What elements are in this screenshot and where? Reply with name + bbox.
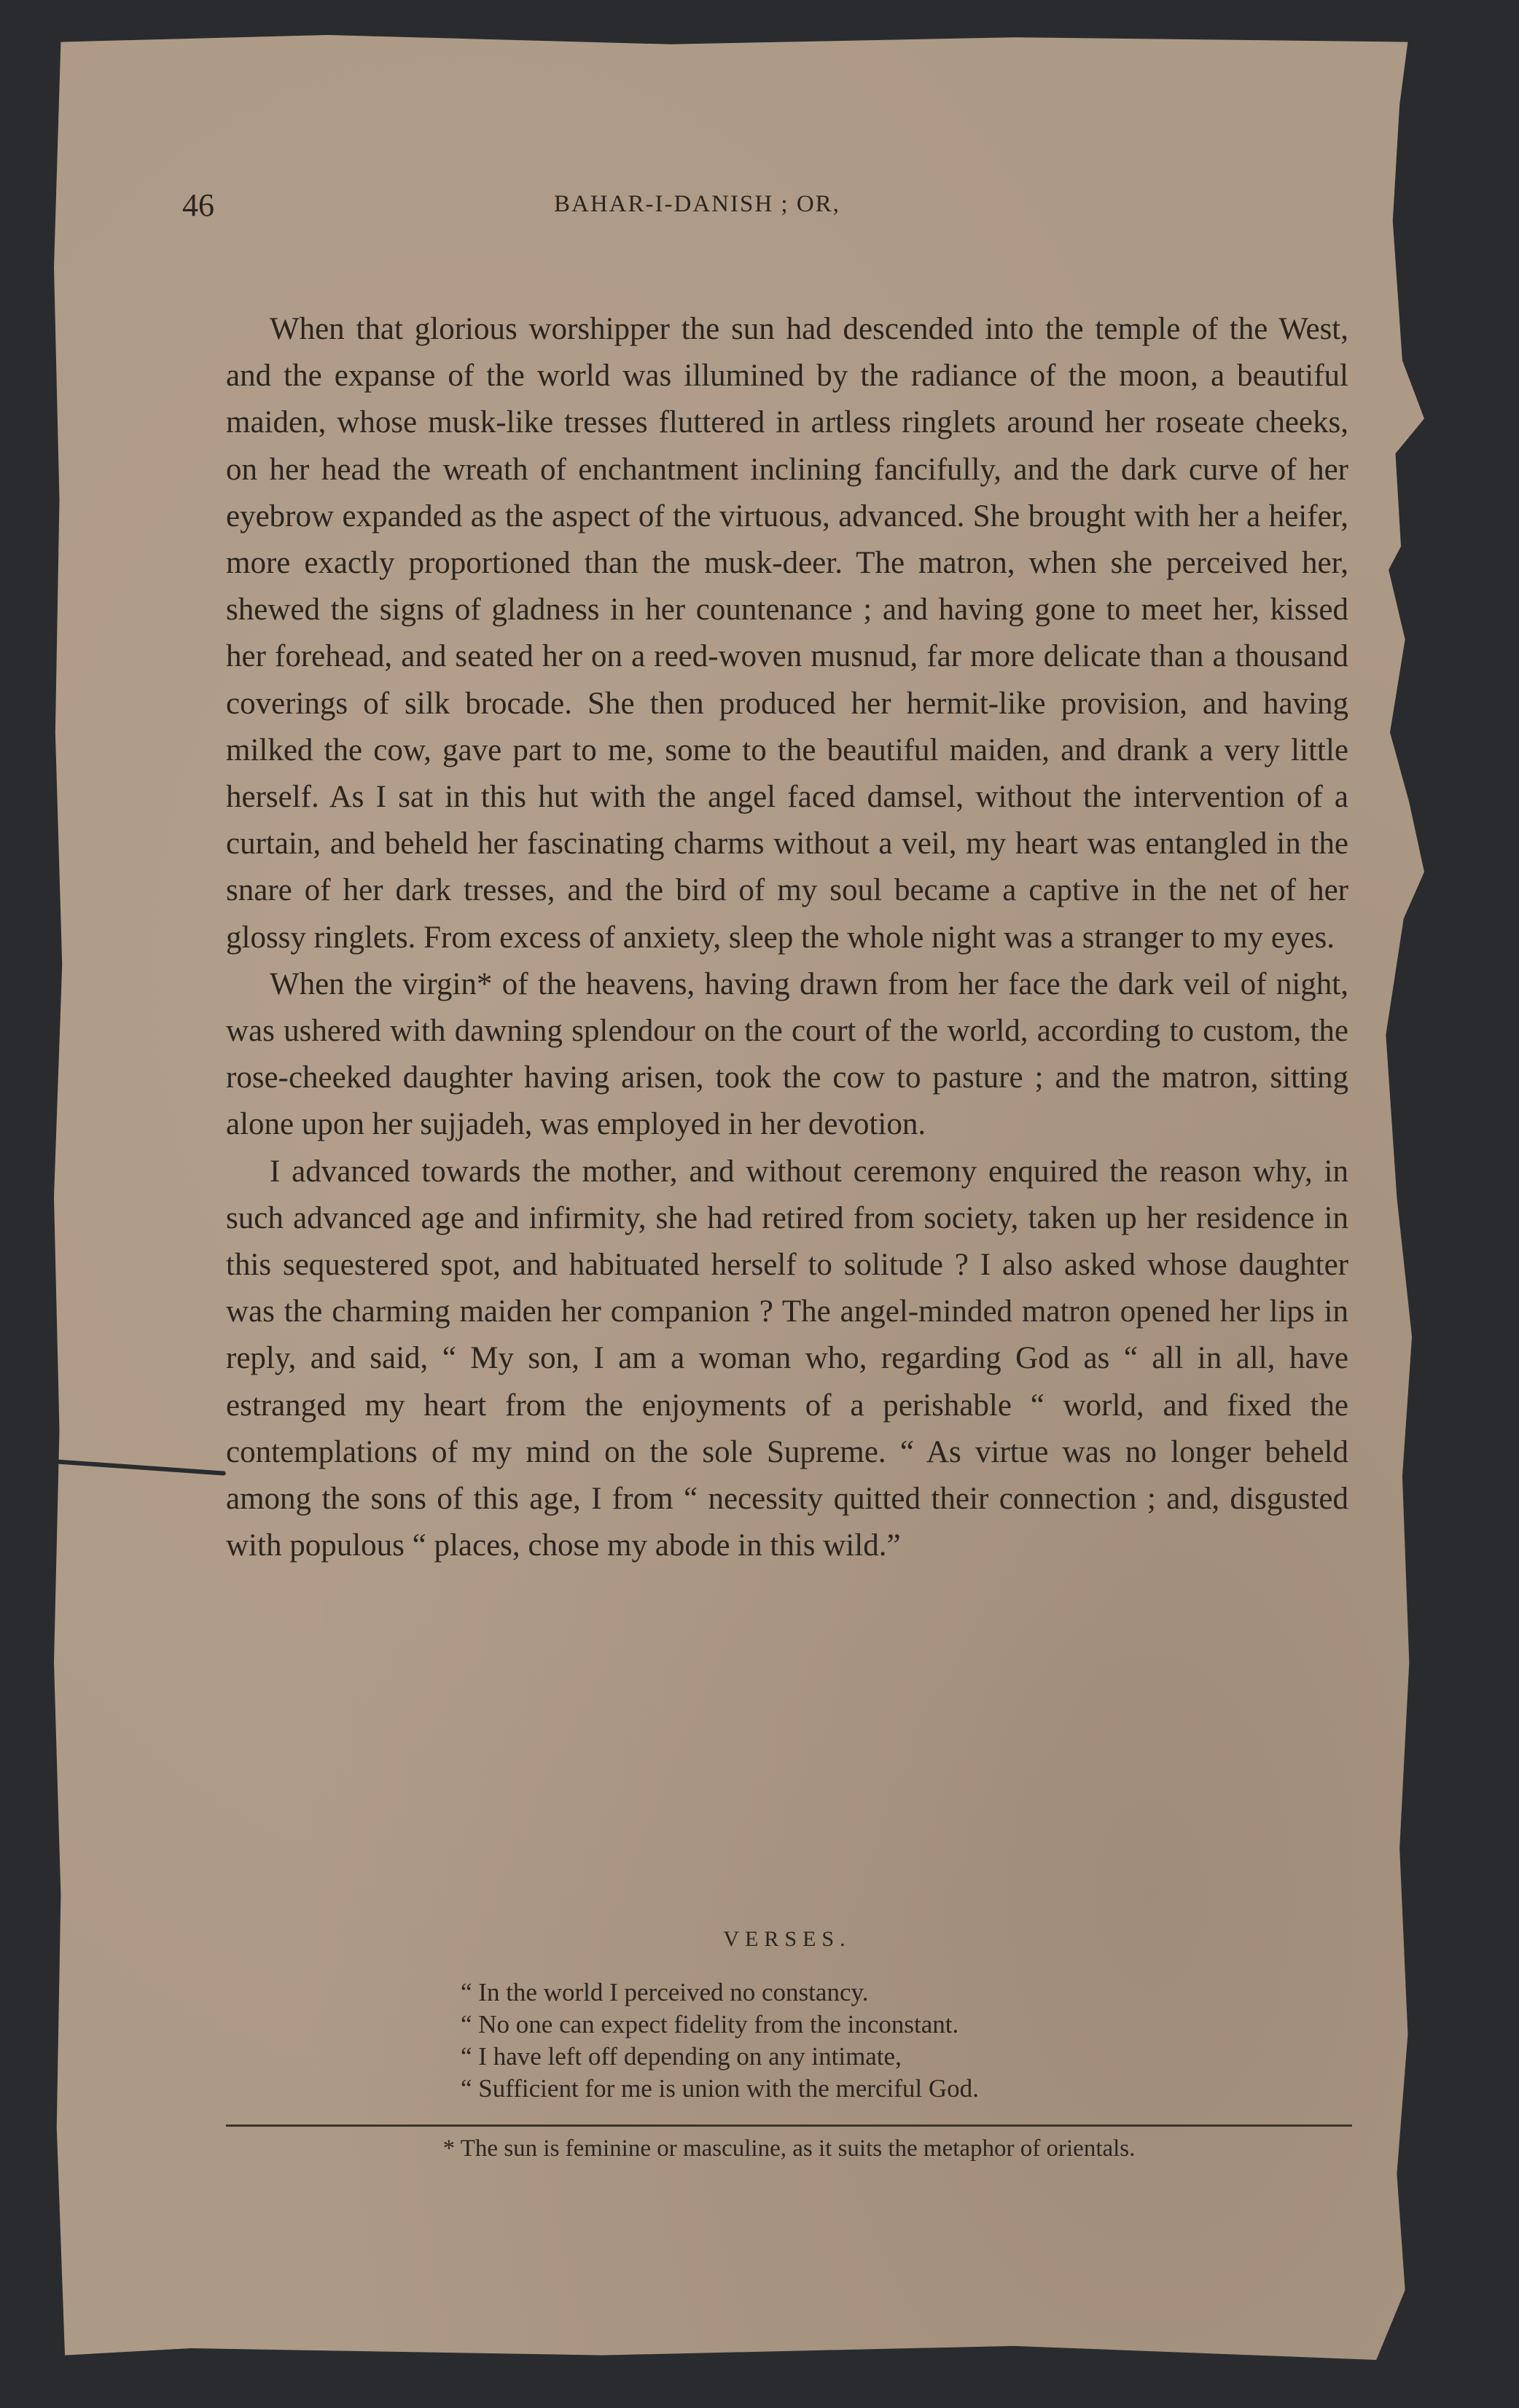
- verses-heading: VERSES.: [723, 1927, 851, 1951]
- paragraph: When that glorious worshipper the sun had descended into the temple of the West, and the expanse of the world was illumined by the radiance of the moon, a beautiful maiden, whose musk-like tresses fluttered in artless ringlets around her roseate cheeks, on her head the wreath of enchantment inclining fancifully, and the dark curve of her eyebrow expanded as the aspect of the virtuous, advanced. She brought with her a heifer, more exactly proportioned than the musk-deer. The matron, when she perceived her, shewed the signs of gladness in her countenance ; and having gone to meet her, kissed her forehead, and seated her on a reed-woven musnud, far more delicate than a thousand coverings of silk brocade. She then produced her hermit-like provision, and having milked the cow, gave part to me, some to the beautiful maiden, and drank a very little herself. As I sat in this hut with the angel faced damsel, without the intervention of a curtain, and beheld her fascinating charms without a veil, my heart was entangled in the snare of her dark tresses, and the bird of my soul became a captive in the net of her glossy ringlets. From excess of anxiety, sleep the whole night was a stranger to my eyes.: [226, 312, 1348, 955]
- paragraph: I advanced towards the mother, and without ceremony enquired the reason why, in such advanced age and infirmity, she had retired from society, taken up her residence in this sequestered spot, and habituated herself to solitude ? I also asked whose daughter was the charming maiden her companion ? The angel-minded matron opened her lips in reply, and said, “ My son, I am a woman who, regarding God as “ all in all, have estranged my heart from the enjoyments of a perishable “ world, and fixed the contemplations of my mind on the sole Supreme. “ As virtue was no longer beheld among the sons of this age, I from “ necessity quitted their connection ; and, disgusted with populous “ places, chose my abode in this wild.”: [226, 1154, 1348, 1563]
- verses-block: [461, 1977, 1262, 2105]
- verse-line: “ Sufficient for me is union with the merciful God.: [461, 2074, 979, 2103]
- page-number: 46: [182, 187, 214, 223]
- footnote: * The sun is feminine or masculine, as it suits the metaphor of orientals.: [442, 2135, 1136, 2162]
- running-title: BAHAR-I-DANISH ; OR,: [554, 191, 840, 217]
- paragraph: When the virgin* of the heavens, having drawn from her face the dark veil of night, was ushered with dawning splendour on the court of the world, according to custom, the rose-cheeked daughter having arisen, took the cow to pasture ; and the matron, sitting alone upon her sujjadeh, was employed in her devotion.: [226, 966, 1348, 1142]
- page-header: [182, 187, 1348, 230]
- body-text: [226, 306, 1348, 1569]
- footnote-divider: [226, 2124, 1352, 2127]
- verse-line: “ I have left off depending on any intimate,: [461, 2042, 902, 2071]
- verse-line: “ No one can expect fidelity from the inconstant.: [461, 2010, 959, 2038]
- verse-line: “ In the world I perceived no constancy.: [461, 1978, 869, 2006]
